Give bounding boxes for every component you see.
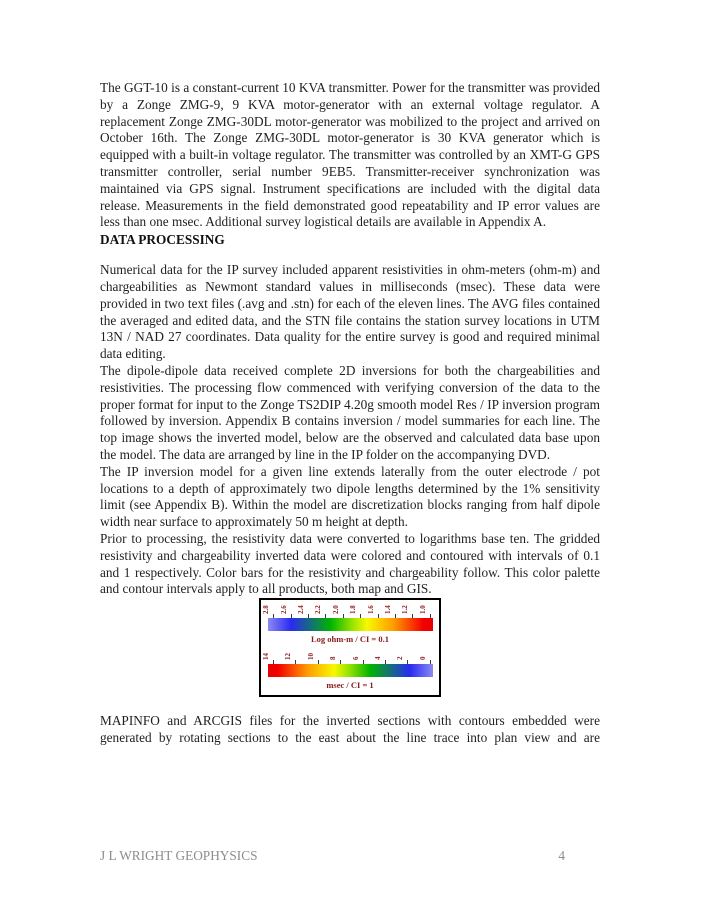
colorbar-tick-label: 10 bbox=[306, 653, 315, 661]
colorbar-tick-mark bbox=[318, 660, 319, 664]
paragraph-numerical-data: Numerical data for the IP survey included apparent resistivities in ohm-meters (ohm-m) and chargeabilities as Newmont standard values in milliseconds (msec). These data were provided in two text files (.avg and .stn) for each of the eleven lines. The AVG files contained the averaged and edited data, and the STN file contains the station survey locations in UTM 13N / NAD 27 coordinates. Data quality for the entire survey is good and required minimal data editing. bbox=[100, 262, 600, 362]
page-body bbox=[100, 80, 600, 747]
colorbar-tick-mark bbox=[295, 660, 296, 664]
footer-page-number: 4 bbox=[558, 848, 565, 863]
colorbar-tick-mark bbox=[395, 614, 396, 618]
colorbar-tick-label: 2.8 bbox=[262, 605, 271, 615]
colorbar-tick-label: 2.4 bbox=[296, 605, 305, 615]
footer-company-name: J L WRIGHT GEOPHYSICS bbox=[100, 848, 258, 863]
colorbar-tick-label: 2 bbox=[396, 656, 405, 661]
colorbar-tick-label: 2.0 bbox=[331, 605, 340, 615]
colorbar-tick-label: 1.8 bbox=[349, 605, 358, 615]
page-footer bbox=[100, 848, 600, 864]
resistivity-gradient-bar bbox=[268, 618, 433, 631]
colorbar-tick-mark bbox=[430, 660, 431, 664]
colorbar-tick-mark bbox=[360, 614, 361, 618]
colorbar-tick-mark bbox=[412, 614, 413, 618]
colorbar-tick-mark bbox=[385, 660, 386, 664]
colorbar-tick-label: 1.0 bbox=[418, 605, 427, 615]
colorbar-tick-mark bbox=[343, 614, 344, 618]
paragraph-color-palette: Prior to processing, the resistivity data were converted to logarithms base ten. The gridded resistivity and chargeability inverted data were colored and contoured with intervals of 0.1 and 1 respectively. Color bars for the resistivity and chargeability follow. This color palette and contour intervals apply to all products, both map and GIS. bbox=[100, 530, 600, 597]
section-heading-data-processing: DATA PROCESSING bbox=[100, 232, 225, 248]
colorbar-tick-mark bbox=[378, 614, 379, 618]
colorbar-tick-mark bbox=[273, 660, 274, 664]
colorbar-tick-label: 4 bbox=[374, 656, 383, 661]
paragraph-inversions: The dipole-dipole data received complete 2D inversions for both the chargeabilities and resistivities. The processing flow commenced with verifying conversion of the data to the proper format for input to the Zonge TS2DIP 4.20g smooth model Res / IP inversion program followed by inversion. Appendix B contains inversion / model summaries for each line. The top image shows the inverted model, below are the observed and calculated data base upon the model. The data are arranged by line in the IP folder on the accompanying DVD. bbox=[100, 362, 600, 462]
colorbar-tick-mark bbox=[340, 660, 341, 664]
colorbar-figure bbox=[259, 598, 441, 697]
colorbar-tick-label: 1.6 bbox=[366, 605, 375, 615]
colorbar-tick-label: 12 bbox=[284, 653, 293, 661]
paragraph-gis-files: MAPINFO and ARCGIS files for the inverted sections with contours embedded were generated by rotating sections to the east about the line trace into plan view and are bbox=[100, 713, 600, 745]
colorbar-tick-mark bbox=[363, 660, 364, 664]
resistivity-colorbar-block bbox=[262, 602, 433, 645]
colorbar-tick-label: 1.2 bbox=[401, 605, 410, 615]
colorbar-tick-mark bbox=[273, 614, 274, 618]
colorbar-tick-label: 14 bbox=[262, 653, 271, 661]
paragraph-inversion-model: The IP inversion model for a given line extends laterally from the outer electrode / pot locations to a depth of approximately two dipole lengths determined by the 1% sensitivity limit (see Appendix B). Within the model are discretization blocks ranging from half dipole width near surface to approximately 50 m height at depth. bbox=[100, 463, 600, 530]
colorbar-tick-mark bbox=[325, 614, 326, 618]
colorbar-tick-label: 6 bbox=[351, 656, 360, 661]
resistivity-tick-row bbox=[262, 602, 433, 618]
resistivity-caption: Log ohm-m / CI = 0.1 bbox=[310, 634, 390, 645]
chargeability-caption: msec / CI = 1 bbox=[326, 680, 374, 691]
chargeability-tick-row bbox=[262, 648, 433, 664]
colorbar-tick-label: 1.4 bbox=[384, 605, 393, 615]
paragraph-transmitter: The GGT-10 is a constant-current 10 KVA transmitter. Power for the transmitter was provided by a Zonge ZMG-9, 9 KVA motor-generator with an external voltage regulator. A replacement Zonge ZMG-30DL motor-generator was mobilized to the project and arrived on October 16th. The Zonge ZMG-30DL motor-generator is 30 KVA generator which is equipped with a built-in voltage regulator. The transmitter was controlled by an XMT-G GPS transmitter controller, serial number 9EB5. Transmitter-receiver synchronization was maintained via GPS signal. Instrument specifications are included with the digital data release. Measurements in the field demonstrated good repeatability and IP error values are less than one msec. Additional survey logistical details are available in Appendix A. bbox=[100, 80, 601, 230]
chargeability-gradient-bar bbox=[268, 664, 433, 677]
colorbar-tick-label: 2.6 bbox=[279, 605, 288, 615]
colorbar-tick-mark bbox=[407, 660, 408, 664]
colorbar-tick-mark bbox=[430, 614, 431, 618]
colorbar-tick-mark bbox=[308, 614, 309, 618]
colorbar-tick-label: 8 bbox=[329, 656, 338, 661]
chargeability-colorbar-block bbox=[262, 648, 433, 691]
colorbar-tick-mark bbox=[291, 614, 292, 618]
colorbar-tick-label: 0 bbox=[418, 656, 427, 661]
colorbar-tick-label: 2.2 bbox=[314, 605, 323, 615]
